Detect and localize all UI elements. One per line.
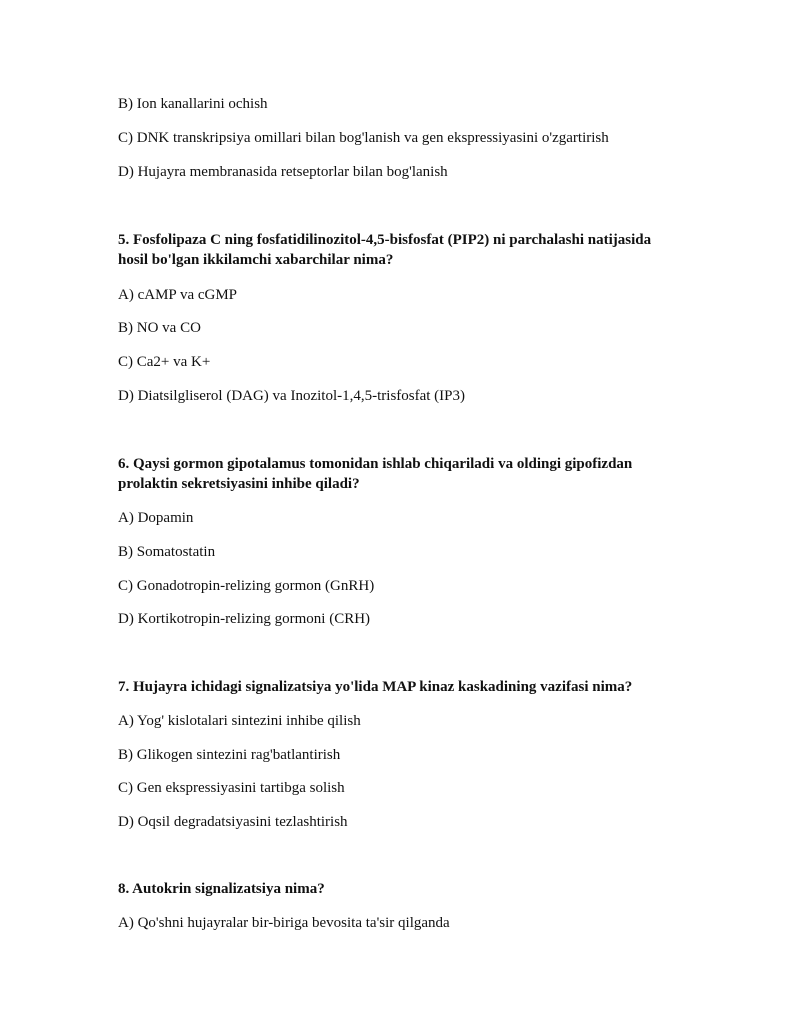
option-d: D) Hujayra membranasida retseptorlar bilan bog'lanish	[118, 164, 448, 180]
question-6-title-line-2: prolaktin sekretsiyasini inhibe qiladi?	[118, 476, 360, 492]
question-7-title: 7. Hujayra ichidagi signalizatsiya yo'lida MAP kinaz kaskadining vazifasi nima?	[118, 679, 633, 695]
question-7-option-c: C) Gen ekspressiyasini tartibga solish	[118, 780, 345, 796]
question-5-option-d: D) Diatsilgliserol (DAG) va Inozitol-1,4,5-trisfosfat (IP3)	[118, 388, 466, 404]
question-6-option-a: A) Dopamin	[118, 510, 194, 526]
question-7-option-d: D) Oqsil degradatsiyasini tezlashtirish	[118, 814, 348, 830]
question-8-title: 8. Autokrin signalizatsiya nima?	[118, 881, 325, 897]
question-5-title-line-1: 5. Fosfolipaza C ning fosfatidilinozitol-4,5-bisfosfat (PIP2) ni parchalashi natijasida	[118, 232, 652, 248]
question-7-option-a: A) Yog' kislotalari sintezini inhibe qilish	[118, 713, 361, 729]
question-5-option-a: A) cAMP va cGMP	[118, 287, 238, 303]
question-5-title-line-2: hosil bo'lgan ikkilamchi xabarchilar nima?	[118, 252, 394, 268]
question-5-option-b: B) NO va CO	[118, 320, 201, 336]
question-6-option-d: D) Kortikotropin-relizing gormoni (CRH)	[118, 611, 371, 627]
question-5-option-c: C) Ca2+ va K+	[118, 354, 211, 370]
question-7-option-b: B) Glikogen sintezini rag'batlantirish	[118, 747, 341, 763]
option-c: C) DNK transkripsiya omillari bilan bog'lanish va gen ekspressiyasini o'zgartirish	[118, 130, 609, 146]
question-8-option-a: A) Qo'shni hujayralar bir-biriga bevosita ta'sir qilganda	[118, 915, 450, 931]
question-6-option-b: B) Somatostatin	[118, 544, 216, 560]
question-6-option-c: C) Gonadotropin-relizing gormon (GnRH)	[118, 578, 375, 594]
question-6-title-line-1: 6. Qaysi gormon gipotalamus tomonidan ishlab chiqariladi va oldingi gipofizdan	[118, 456, 633, 472]
option-b: B) Ion kanallarini ochish	[118, 96, 268, 112]
